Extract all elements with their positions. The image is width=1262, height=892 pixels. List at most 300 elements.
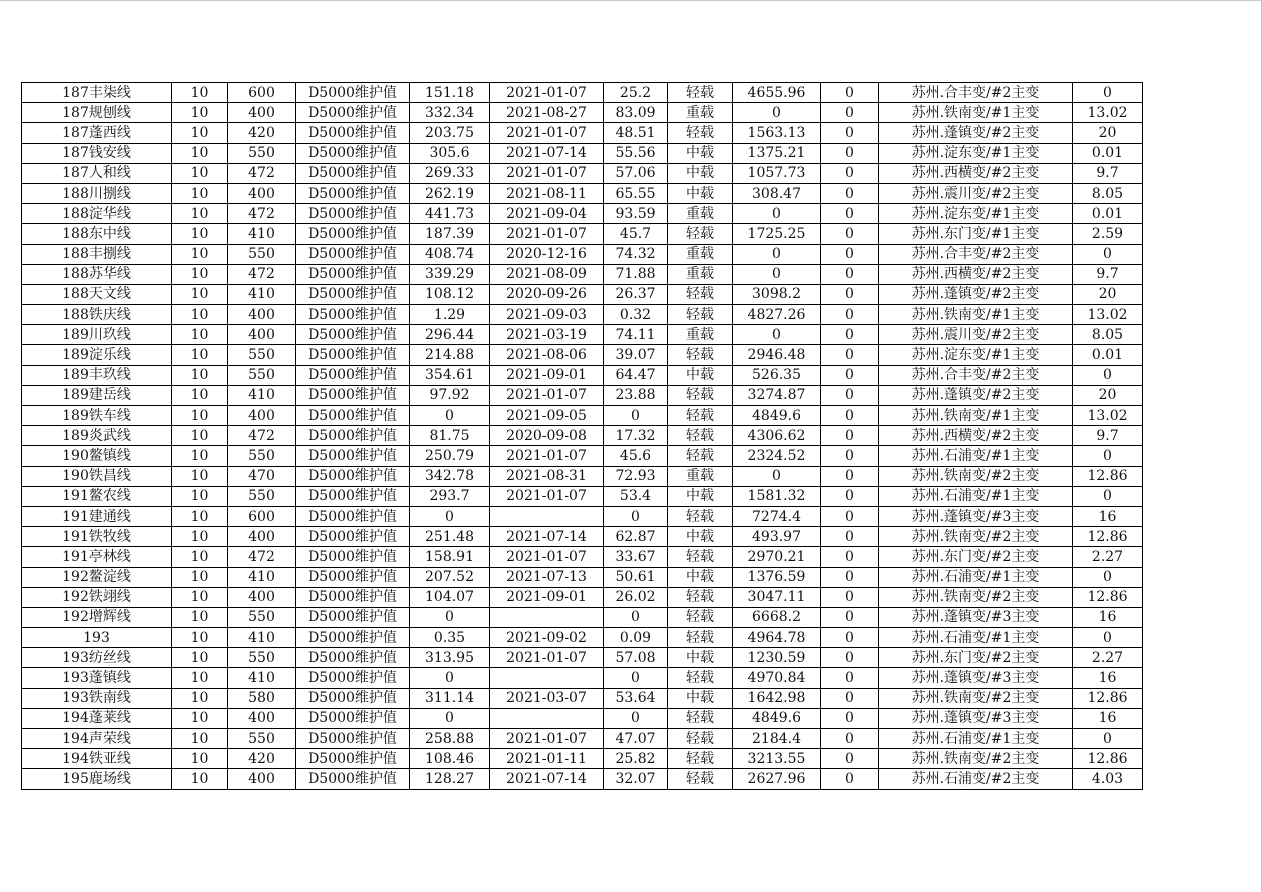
cell-voltage: 10 bbox=[172, 345, 228, 365]
cell-remaining: 3274.87 bbox=[733, 385, 821, 405]
cell-voltage: 10 bbox=[172, 769, 228, 789]
cell-substation: 苏州.合丰变/#2主变 bbox=[879, 244, 1073, 264]
cell-source: D5000维护值 bbox=[296, 506, 410, 526]
cell-remaining: 1725.25 bbox=[733, 224, 821, 244]
cell-voltage: 10 bbox=[172, 284, 228, 304]
cell-value: 2.59 bbox=[1073, 224, 1143, 244]
cell-value: 13.02 bbox=[1073, 103, 1143, 123]
cell-line-name: 189炎武线 bbox=[22, 426, 172, 446]
cell-date: 2021-07-13 bbox=[490, 567, 604, 587]
cell-date: 2021-01-07 bbox=[490, 385, 604, 405]
cell-remaining: 4964.78 bbox=[733, 628, 821, 648]
cell-count: 0 bbox=[821, 224, 879, 244]
cell-voltage: 10 bbox=[172, 183, 228, 203]
cell-substation: 苏州.蓬镇变/#3主变 bbox=[879, 506, 1073, 526]
cell-value: 12.86 bbox=[1073, 749, 1143, 769]
cell-rate: 33.67 bbox=[604, 547, 668, 567]
cell-value: 16 bbox=[1073, 668, 1143, 688]
cell-voltage: 10 bbox=[172, 365, 228, 385]
cell-load: 203.75 bbox=[410, 123, 490, 143]
cell-value: 9.7 bbox=[1073, 163, 1143, 183]
cell-remaining: 3213.55 bbox=[733, 749, 821, 769]
cell-remaining: 1376.59 bbox=[733, 567, 821, 587]
table-row bbox=[22, 446, 1143, 466]
cell-load-level: 重载 bbox=[668, 244, 733, 264]
cell-remaining: 0 bbox=[733, 244, 821, 264]
cell-substation: 苏州.铁南变/#2主变 bbox=[879, 587, 1073, 607]
cell-load-level: 轻载 bbox=[668, 668, 733, 688]
cell-load-level: 中载 bbox=[668, 143, 733, 163]
cell-substation: 苏州.蓬镇变/#2主变 bbox=[879, 284, 1073, 304]
cell-rate: 0.32 bbox=[604, 305, 668, 325]
cell-capacity: 550 bbox=[228, 244, 296, 264]
cell-substation: 苏州.东门变/#1主变 bbox=[879, 224, 1073, 244]
cell-remaining: 2627.96 bbox=[733, 769, 821, 789]
cell-date: 2021-08-27 bbox=[490, 103, 604, 123]
cell-value: 20 bbox=[1073, 284, 1143, 304]
cell-remaining: 4970.84 bbox=[733, 668, 821, 688]
cell-count: 0 bbox=[821, 385, 879, 405]
cell-voltage: 10 bbox=[172, 506, 228, 526]
cell-date: 2021-01-07 bbox=[490, 446, 604, 466]
cell-source: D5000维护值 bbox=[296, 264, 410, 284]
cell-capacity: 410 bbox=[228, 668, 296, 688]
cell-capacity: 400 bbox=[228, 406, 296, 426]
table-row bbox=[22, 749, 1143, 769]
cell-rate: 0 bbox=[604, 607, 668, 627]
cell-line-name: 191鳌农线 bbox=[22, 486, 172, 506]
cell-rate: 23.88 bbox=[604, 385, 668, 405]
cell-remaining: 1375.21 bbox=[733, 143, 821, 163]
cell-remaining: 0 bbox=[733, 466, 821, 486]
cell-source: D5000维护值 bbox=[296, 345, 410, 365]
cell-source: D5000维护值 bbox=[296, 183, 410, 203]
cell-line-name: 188东中线 bbox=[22, 224, 172, 244]
cell-rate: 26.37 bbox=[604, 284, 668, 304]
cell-capacity: 400 bbox=[228, 325, 296, 345]
cell-count: 0 bbox=[821, 264, 879, 284]
table-row bbox=[22, 224, 1143, 244]
cell-capacity: 550 bbox=[228, 486, 296, 506]
cell-load-level: 中载 bbox=[668, 183, 733, 203]
cell-line-name: 192铁翊线 bbox=[22, 587, 172, 607]
cell-load: 97.92 bbox=[410, 385, 490, 405]
cell-load-level: 轻载 bbox=[668, 587, 733, 607]
cell-substation: 苏州.蓬镇变/#3主变 bbox=[879, 668, 1073, 688]
cell-date bbox=[490, 607, 604, 627]
cell-load-level: 轻载 bbox=[668, 547, 733, 567]
cell-remaining: 526.35 bbox=[733, 365, 821, 385]
cell-source: D5000维护值 bbox=[296, 446, 410, 466]
table-body bbox=[22, 83, 1143, 790]
cell-load: 0 bbox=[410, 668, 490, 688]
cell-value: 0 bbox=[1073, 628, 1143, 648]
cell-count: 0 bbox=[821, 365, 879, 385]
cell-line-name: 188川捌线 bbox=[22, 183, 172, 203]
cell-count: 0 bbox=[821, 284, 879, 304]
cell-rate: 17.32 bbox=[604, 426, 668, 446]
cell-date: 2021-08-09 bbox=[490, 264, 604, 284]
cell-value: 0 bbox=[1073, 486, 1143, 506]
cell-count: 0 bbox=[821, 668, 879, 688]
cell-rate: 48.51 bbox=[604, 123, 668, 143]
cell-date: 2021-08-11 bbox=[490, 183, 604, 203]
cell-remaining: 0 bbox=[733, 103, 821, 123]
cell-source: D5000维护值 bbox=[296, 163, 410, 183]
cell-value: 0 bbox=[1073, 567, 1143, 587]
cell-capacity: 400 bbox=[228, 708, 296, 728]
cell-voltage: 10 bbox=[172, 305, 228, 325]
cell-load: 441.73 bbox=[410, 204, 490, 224]
cell-rate: 62.87 bbox=[604, 527, 668, 547]
table-row bbox=[22, 729, 1143, 749]
cell-count: 0 bbox=[821, 567, 879, 587]
cell-load: 128.27 bbox=[410, 769, 490, 789]
cell-capacity: 550 bbox=[228, 143, 296, 163]
cell-source: D5000维护值 bbox=[296, 103, 410, 123]
cell-substation: 苏州.石浦变/#2主变 bbox=[879, 769, 1073, 789]
cell-remaining: 3098.2 bbox=[733, 284, 821, 304]
cell-count: 0 bbox=[821, 446, 879, 466]
cell-date bbox=[490, 708, 604, 728]
cell-date: 2021-01-07 bbox=[490, 224, 604, 244]
table-row bbox=[22, 426, 1143, 446]
cell-load: 108.12 bbox=[410, 284, 490, 304]
cell-capacity: 580 bbox=[228, 688, 296, 708]
cell-capacity: 550 bbox=[228, 648, 296, 668]
cell-rate: 83.09 bbox=[604, 103, 668, 123]
cell-value: 20 bbox=[1073, 385, 1143, 405]
cell-source: D5000维护值 bbox=[296, 567, 410, 587]
cell-source: D5000维护值 bbox=[296, 749, 410, 769]
cell-line-name: 189川玖线 bbox=[22, 325, 172, 345]
cell-value: 0 bbox=[1073, 729, 1143, 749]
cell-remaining: 2946.48 bbox=[733, 345, 821, 365]
cell-remaining: 1581.32 bbox=[733, 486, 821, 506]
cell-source: D5000维护值 bbox=[296, 688, 410, 708]
cell-source: D5000维护值 bbox=[296, 466, 410, 486]
table-row bbox=[22, 668, 1143, 688]
cell-voltage: 10 bbox=[172, 688, 228, 708]
cell-value: 4.03 bbox=[1073, 769, 1143, 789]
cell-count: 0 bbox=[821, 305, 879, 325]
cell-load-level: 轻载 bbox=[668, 708, 733, 728]
cell-substation: 苏州.蓬镇变/#2主变 bbox=[879, 385, 1073, 405]
cell-value: 8.05 bbox=[1073, 183, 1143, 203]
cell-count: 0 bbox=[821, 466, 879, 486]
cell-rate: 64.47 bbox=[604, 365, 668, 385]
cell-line-name: 189淀乐线 bbox=[22, 345, 172, 365]
cell-source: D5000维护值 bbox=[296, 527, 410, 547]
table-row bbox=[22, 547, 1143, 567]
cell-voltage: 10 bbox=[172, 708, 228, 728]
cell-source: D5000维护值 bbox=[296, 224, 410, 244]
cell-source: D5000维护值 bbox=[296, 668, 410, 688]
cell-rate: 0 bbox=[604, 506, 668, 526]
cell-remaining: 1642.98 bbox=[733, 688, 821, 708]
cell-voltage: 10 bbox=[172, 729, 228, 749]
cell-load: 0 bbox=[410, 607, 490, 627]
table-row bbox=[22, 506, 1143, 526]
cell-capacity: 550 bbox=[228, 345, 296, 365]
cell-line-name: 195鹿场线 bbox=[22, 769, 172, 789]
cell-source: D5000维护值 bbox=[296, 123, 410, 143]
cell-load: 293.7 bbox=[410, 486, 490, 506]
cell-remaining: 4827.26 bbox=[733, 305, 821, 325]
cell-voltage: 10 bbox=[172, 648, 228, 668]
cell-count: 0 bbox=[821, 769, 879, 789]
cell-count: 0 bbox=[821, 688, 879, 708]
cell-count: 0 bbox=[821, 729, 879, 749]
cell-load-level: 重载 bbox=[668, 103, 733, 123]
cell-load-level: 轻载 bbox=[668, 749, 733, 769]
cell-load: 0 bbox=[410, 506, 490, 526]
cell-value: 9.7 bbox=[1073, 426, 1143, 446]
cell-line-name: 193 bbox=[22, 628, 172, 648]
cell-source: D5000维护值 bbox=[296, 547, 410, 567]
table-row bbox=[22, 406, 1143, 426]
cell-voltage: 10 bbox=[172, 103, 228, 123]
cell-rate: 26.02 bbox=[604, 587, 668, 607]
cell-date: 2021-01-07 bbox=[490, 123, 604, 143]
cell-source: D5000维护值 bbox=[296, 406, 410, 426]
cell-substation: 苏州.铁南变/#1主变 bbox=[879, 305, 1073, 325]
cell-capacity: 472 bbox=[228, 264, 296, 284]
cell-voltage: 10 bbox=[172, 244, 228, 264]
table-row bbox=[22, 83, 1143, 103]
table-row bbox=[22, 365, 1143, 385]
cell-substation: 苏州.石浦变/#1主变 bbox=[879, 446, 1073, 466]
cell-source: D5000维护值 bbox=[296, 628, 410, 648]
cell-capacity: 400 bbox=[228, 103, 296, 123]
table-row bbox=[22, 345, 1143, 365]
cell-line-name: 193纺丝线 bbox=[22, 648, 172, 668]
cell-load-level: 轻载 bbox=[668, 406, 733, 426]
cell-capacity: 600 bbox=[228, 83, 296, 103]
cell-date: 2021-01-07 bbox=[490, 648, 604, 668]
cell-rate: 74.32 bbox=[604, 244, 668, 264]
cell-date: 2021-01-11 bbox=[490, 749, 604, 769]
cell-substation: 苏州.蓬镇变/#3主变 bbox=[879, 607, 1073, 627]
cell-value: 0 bbox=[1073, 244, 1143, 264]
cell-date: 2020-09-08 bbox=[490, 426, 604, 446]
cell-load: 339.29 bbox=[410, 264, 490, 284]
table-row bbox=[22, 628, 1143, 648]
cell-capacity: 400 bbox=[228, 769, 296, 789]
cell-value: 12.86 bbox=[1073, 688, 1143, 708]
cell-capacity: 550 bbox=[228, 365, 296, 385]
cell-line-name: 188淀华线 bbox=[22, 204, 172, 224]
cell-count: 0 bbox=[821, 426, 879, 446]
cell-load: 269.33 bbox=[410, 163, 490, 183]
cell-voltage: 10 bbox=[172, 668, 228, 688]
cell-load: 332.34 bbox=[410, 103, 490, 123]
cell-substation: 苏州.震川变/#2主变 bbox=[879, 183, 1073, 203]
cell-voltage: 10 bbox=[172, 264, 228, 284]
cell-capacity: 420 bbox=[228, 749, 296, 769]
cell-load-level: 轻载 bbox=[668, 446, 733, 466]
cell-voltage: 10 bbox=[172, 83, 228, 103]
cell-voltage: 10 bbox=[172, 123, 228, 143]
cell-date: 2021-01-07 bbox=[490, 486, 604, 506]
cell-value: 12.86 bbox=[1073, 527, 1143, 547]
cell-remaining: 1057.73 bbox=[733, 163, 821, 183]
cell-rate: 65.55 bbox=[604, 183, 668, 203]
table-row bbox=[22, 769, 1143, 789]
cell-source: D5000维护值 bbox=[296, 83, 410, 103]
cell-load-level: 重载 bbox=[668, 204, 733, 224]
cell-load-level: 轻载 bbox=[668, 305, 733, 325]
cell-line-name: 187蓬西线 bbox=[22, 123, 172, 143]
cell-remaining: 2970.21 bbox=[733, 547, 821, 567]
cell-line-name: 188铁庆线 bbox=[22, 305, 172, 325]
cell-capacity: 400 bbox=[228, 587, 296, 607]
cell-remaining: 4306.62 bbox=[733, 426, 821, 446]
cell-rate: 0 bbox=[604, 668, 668, 688]
cell-value: 20 bbox=[1073, 123, 1143, 143]
cell-substation: 苏州.铁南变/#1主变 bbox=[879, 406, 1073, 426]
cell-load: 250.79 bbox=[410, 446, 490, 466]
cell-remaining: 4849.6 bbox=[733, 708, 821, 728]
cell-rate: 0 bbox=[604, 708, 668, 728]
cell-substation: 苏州.蓬镇变/#3主变 bbox=[879, 708, 1073, 728]
cell-source: D5000维护值 bbox=[296, 587, 410, 607]
cell-count: 0 bbox=[821, 244, 879, 264]
cell-source: D5000维护值 bbox=[296, 325, 410, 345]
cell-capacity: 470 bbox=[228, 466, 296, 486]
cell-load: 0 bbox=[410, 406, 490, 426]
cell-value: 2.27 bbox=[1073, 547, 1143, 567]
cell-rate: 25.2 bbox=[604, 83, 668, 103]
cell-remaining: 6668.2 bbox=[733, 607, 821, 627]
cell-line-name: 191建通线 bbox=[22, 506, 172, 526]
cell-capacity: 400 bbox=[228, 305, 296, 325]
cell-line-name: 187人和线 bbox=[22, 163, 172, 183]
cell-remaining: 308.47 bbox=[733, 183, 821, 203]
table-row bbox=[22, 708, 1143, 728]
cell-remaining: 493.97 bbox=[733, 527, 821, 547]
cell-line-name: 193铁南线 bbox=[22, 688, 172, 708]
cell-count: 0 bbox=[821, 648, 879, 668]
cell-remaining: 4849.6 bbox=[733, 406, 821, 426]
cell-line-name: 194铁亚线 bbox=[22, 749, 172, 769]
cell-load-level: 重载 bbox=[668, 466, 733, 486]
cell-value: 16 bbox=[1073, 506, 1143, 526]
cell-source: D5000维护值 bbox=[296, 729, 410, 749]
cell-load-level: 中载 bbox=[668, 527, 733, 547]
cell-substation: 苏州.西横变/#2主变 bbox=[879, 264, 1073, 284]
cell-voltage: 10 bbox=[172, 325, 228, 345]
cell-rate: 25.82 bbox=[604, 749, 668, 769]
cell-remaining: 3047.11 bbox=[733, 587, 821, 607]
cell-line-name: 189建岳线 bbox=[22, 385, 172, 405]
cell-count: 0 bbox=[821, 103, 879, 123]
cell-substation: 苏州.铁南变/#2主变 bbox=[879, 527, 1073, 547]
cell-load: 311.14 bbox=[410, 688, 490, 708]
cell-rate: 93.59 bbox=[604, 204, 668, 224]
cell-count: 0 bbox=[821, 708, 879, 728]
cell-rate: 45.7 bbox=[604, 224, 668, 244]
cell-count: 0 bbox=[821, 183, 879, 203]
cell-date: 2021-08-31 bbox=[490, 466, 604, 486]
cell-date: 2021-01-07 bbox=[490, 163, 604, 183]
table-row bbox=[22, 305, 1143, 325]
cell-date: 2021-01-07 bbox=[490, 83, 604, 103]
cell-substation: 苏州.合丰变/#2主变 bbox=[879, 83, 1073, 103]
cell-source: D5000维护值 bbox=[296, 143, 410, 163]
cell-count: 0 bbox=[821, 406, 879, 426]
cell-value: 12.86 bbox=[1073, 466, 1143, 486]
cell-remaining: 2324.52 bbox=[733, 446, 821, 466]
cell-load: 1.29 bbox=[410, 305, 490, 325]
cell-source: D5000维护值 bbox=[296, 284, 410, 304]
cell-capacity: 410 bbox=[228, 628, 296, 648]
cell-substation: 苏州.西横变/#2主变 bbox=[879, 163, 1073, 183]
cell-load: 214.88 bbox=[410, 345, 490, 365]
table-row bbox=[22, 284, 1143, 304]
cell-rate: 0.09 bbox=[604, 628, 668, 648]
cell-capacity: 550 bbox=[228, 446, 296, 466]
cell-substation: 苏州.震川变/#2主变 bbox=[879, 325, 1073, 345]
cell-substation: 苏州.石浦变/#1主变 bbox=[879, 567, 1073, 587]
cell-value: 0 bbox=[1073, 446, 1143, 466]
cell-load-level: 轻载 bbox=[668, 224, 733, 244]
cell-load-level: 轻载 bbox=[668, 426, 733, 446]
cell-load: 0 bbox=[410, 708, 490, 728]
cell-count: 0 bbox=[821, 527, 879, 547]
cell-line-name: 188丰捌线 bbox=[22, 244, 172, 264]
cell-count: 0 bbox=[821, 123, 879, 143]
cell-date: 2021-07-14 bbox=[490, 143, 604, 163]
cell-voltage: 10 bbox=[172, 426, 228, 446]
cell-load: 313.95 bbox=[410, 648, 490, 668]
cell-capacity: 550 bbox=[228, 607, 296, 627]
table-row bbox=[22, 123, 1143, 143]
cell-load-level: 轻载 bbox=[668, 345, 733, 365]
cell-load-level: 轻载 bbox=[668, 83, 733, 103]
cell-count: 0 bbox=[821, 587, 879, 607]
cell-load: 408.74 bbox=[410, 244, 490, 264]
cell-rate: 47.07 bbox=[604, 729, 668, 749]
cell-date: 2021-09-01 bbox=[490, 587, 604, 607]
cell-load-level: 中载 bbox=[668, 365, 733, 385]
cell-substation: 苏州.淀东变/#1主变 bbox=[879, 143, 1073, 163]
cell-load: 108.46 bbox=[410, 749, 490, 769]
table-row bbox=[22, 163, 1143, 183]
cell-load: 151.18 bbox=[410, 83, 490, 103]
cell-load-level: 重载 bbox=[668, 325, 733, 345]
cell-date: 2021-01-07 bbox=[490, 547, 604, 567]
cell-load-level: 轻载 bbox=[668, 769, 733, 789]
cell-remaining: 2184.4 bbox=[733, 729, 821, 749]
cell-load: 207.52 bbox=[410, 567, 490, 587]
cell-date: 2020-12-16 bbox=[490, 244, 604, 264]
cell-voltage: 10 bbox=[172, 385, 228, 405]
cell-value: 8.05 bbox=[1073, 325, 1143, 345]
cell-voltage: 10 bbox=[172, 628, 228, 648]
cell-value: 0 bbox=[1073, 83, 1143, 103]
cell-load-level: 轻载 bbox=[668, 628, 733, 648]
cell-voltage: 10 bbox=[172, 749, 228, 769]
cell-date: 2021-09-03 bbox=[490, 305, 604, 325]
cell-capacity: 410 bbox=[228, 385, 296, 405]
cell-line-name: 192增辉线 bbox=[22, 607, 172, 627]
cell-substation: 苏州.铁南变/#2主变 bbox=[879, 466, 1073, 486]
cell-load: 342.78 bbox=[410, 466, 490, 486]
table-row bbox=[22, 143, 1143, 163]
cell-load: 104.07 bbox=[410, 587, 490, 607]
table-row bbox=[22, 486, 1143, 506]
